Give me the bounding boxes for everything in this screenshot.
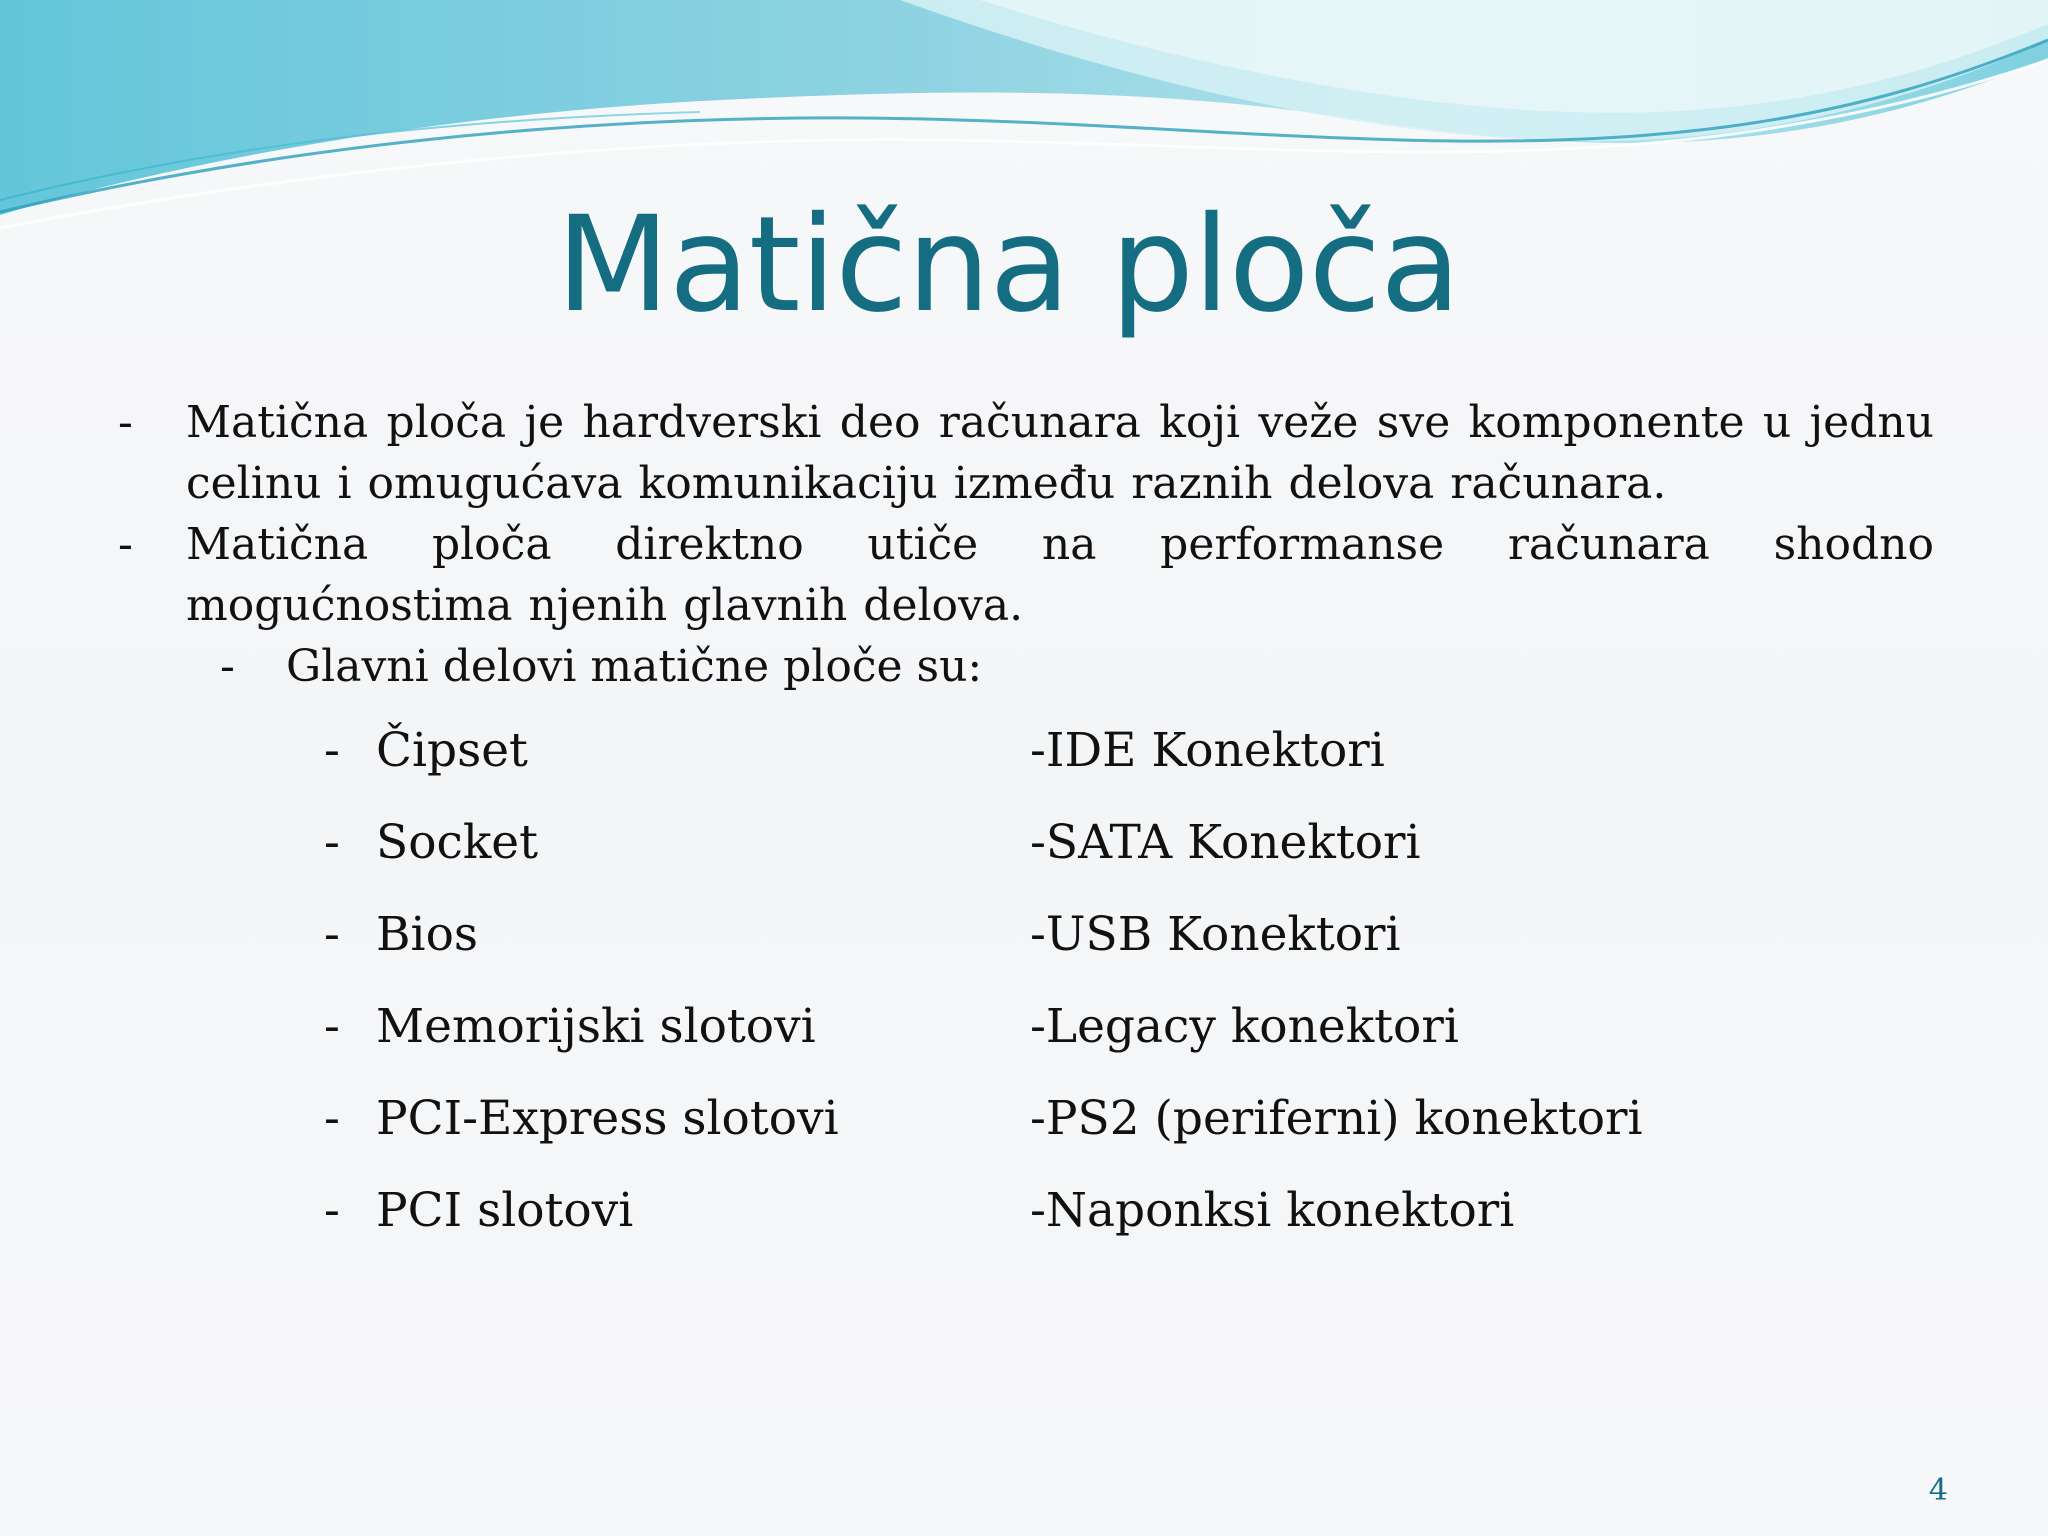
bullet-text: Matična ploča je hardverski deo računara koji veže sve komponente u jednu celinu i omugućava komunikaciju između raznih delova računara.: [186, 397, 1934, 509]
motherboard-parts: [0, 718, 2048, 1278]
sub-bullet-marker: -: [220, 641, 235, 692]
part-marker: -: [324, 999, 340, 1054]
part-marker: -: [324, 723, 340, 778]
bullet-item: [118, 392, 1934, 514]
connector-item: -IDE Konektori: [1030, 723, 1385, 778]
part-marker: -: [324, 815, 340, 870]
parts-column-right: [1030, 718, 1643, 1270]
page-number: 4: [1928, 1473, 1948, 1508]
part-marker: -: [324, 1091, 340, 1146]
part-marker: -: [324, 1183, 340, 1238]
part-item: [324, 902, 839, 994]
connector-item: -USB Konektori: [1030, 907, 1401, 962]
part-item: [324, 994, 839, 1086]
part-item: [324, 1086, 839, 1178]
bullet-list: [118, 392, 1934, 697]
part-text: Socket: [376, 815, 538, 870]
connector-item: -Legacy konektori: [1030, 999, 1459, 1054]
part-marker: -: [324, 907, 340, 962]
part-item: [324, 810, 839, 902]
connector-item: -PS2 (periferni) konektori: [1030, 1091, 1643, 1146]
connector-item: -SATA Konektori: [1030, 815, 1421, 870]
sub-bullet-text: Glavni delovi matične ploče su:: [286, 641, 983, 692]
connector-item: -Naponksi konektori: [1030, 1183, 1515, 1238]
bullet-marker: -: [118, 397, 133, 448]
part-item: [324, 1178, 839, 1270]
parts-column-left: [324, 718, 839, 1270]
bullet-marker: -: [118, 519, 133, 570]
part-item: [324, 718, 839, 810]
part-text: Čipset: [376, 723, 528, 778]
part-text: PCI-Express slotovi: [376, 1091, 839, 1146]
bullet-text: Matična ploča direktno utiče na performanse računara shodno mogućnostima njenih glavnih delova.: [186, 519, 1934, 631]
sub-bullet-item: [220, 636, 1934, 697]
part-text: PCI slotovi: [376, 1183, 634, 1238]
slide-title: Matična ploča: [556, 188, 1460, 342]
part-text: Memorijski slotovi: [376, 999, 816, 1054]
part-text: Bios: [376, 907, 478, 962]
bullet-item: [118, 514, 1934, 636]
